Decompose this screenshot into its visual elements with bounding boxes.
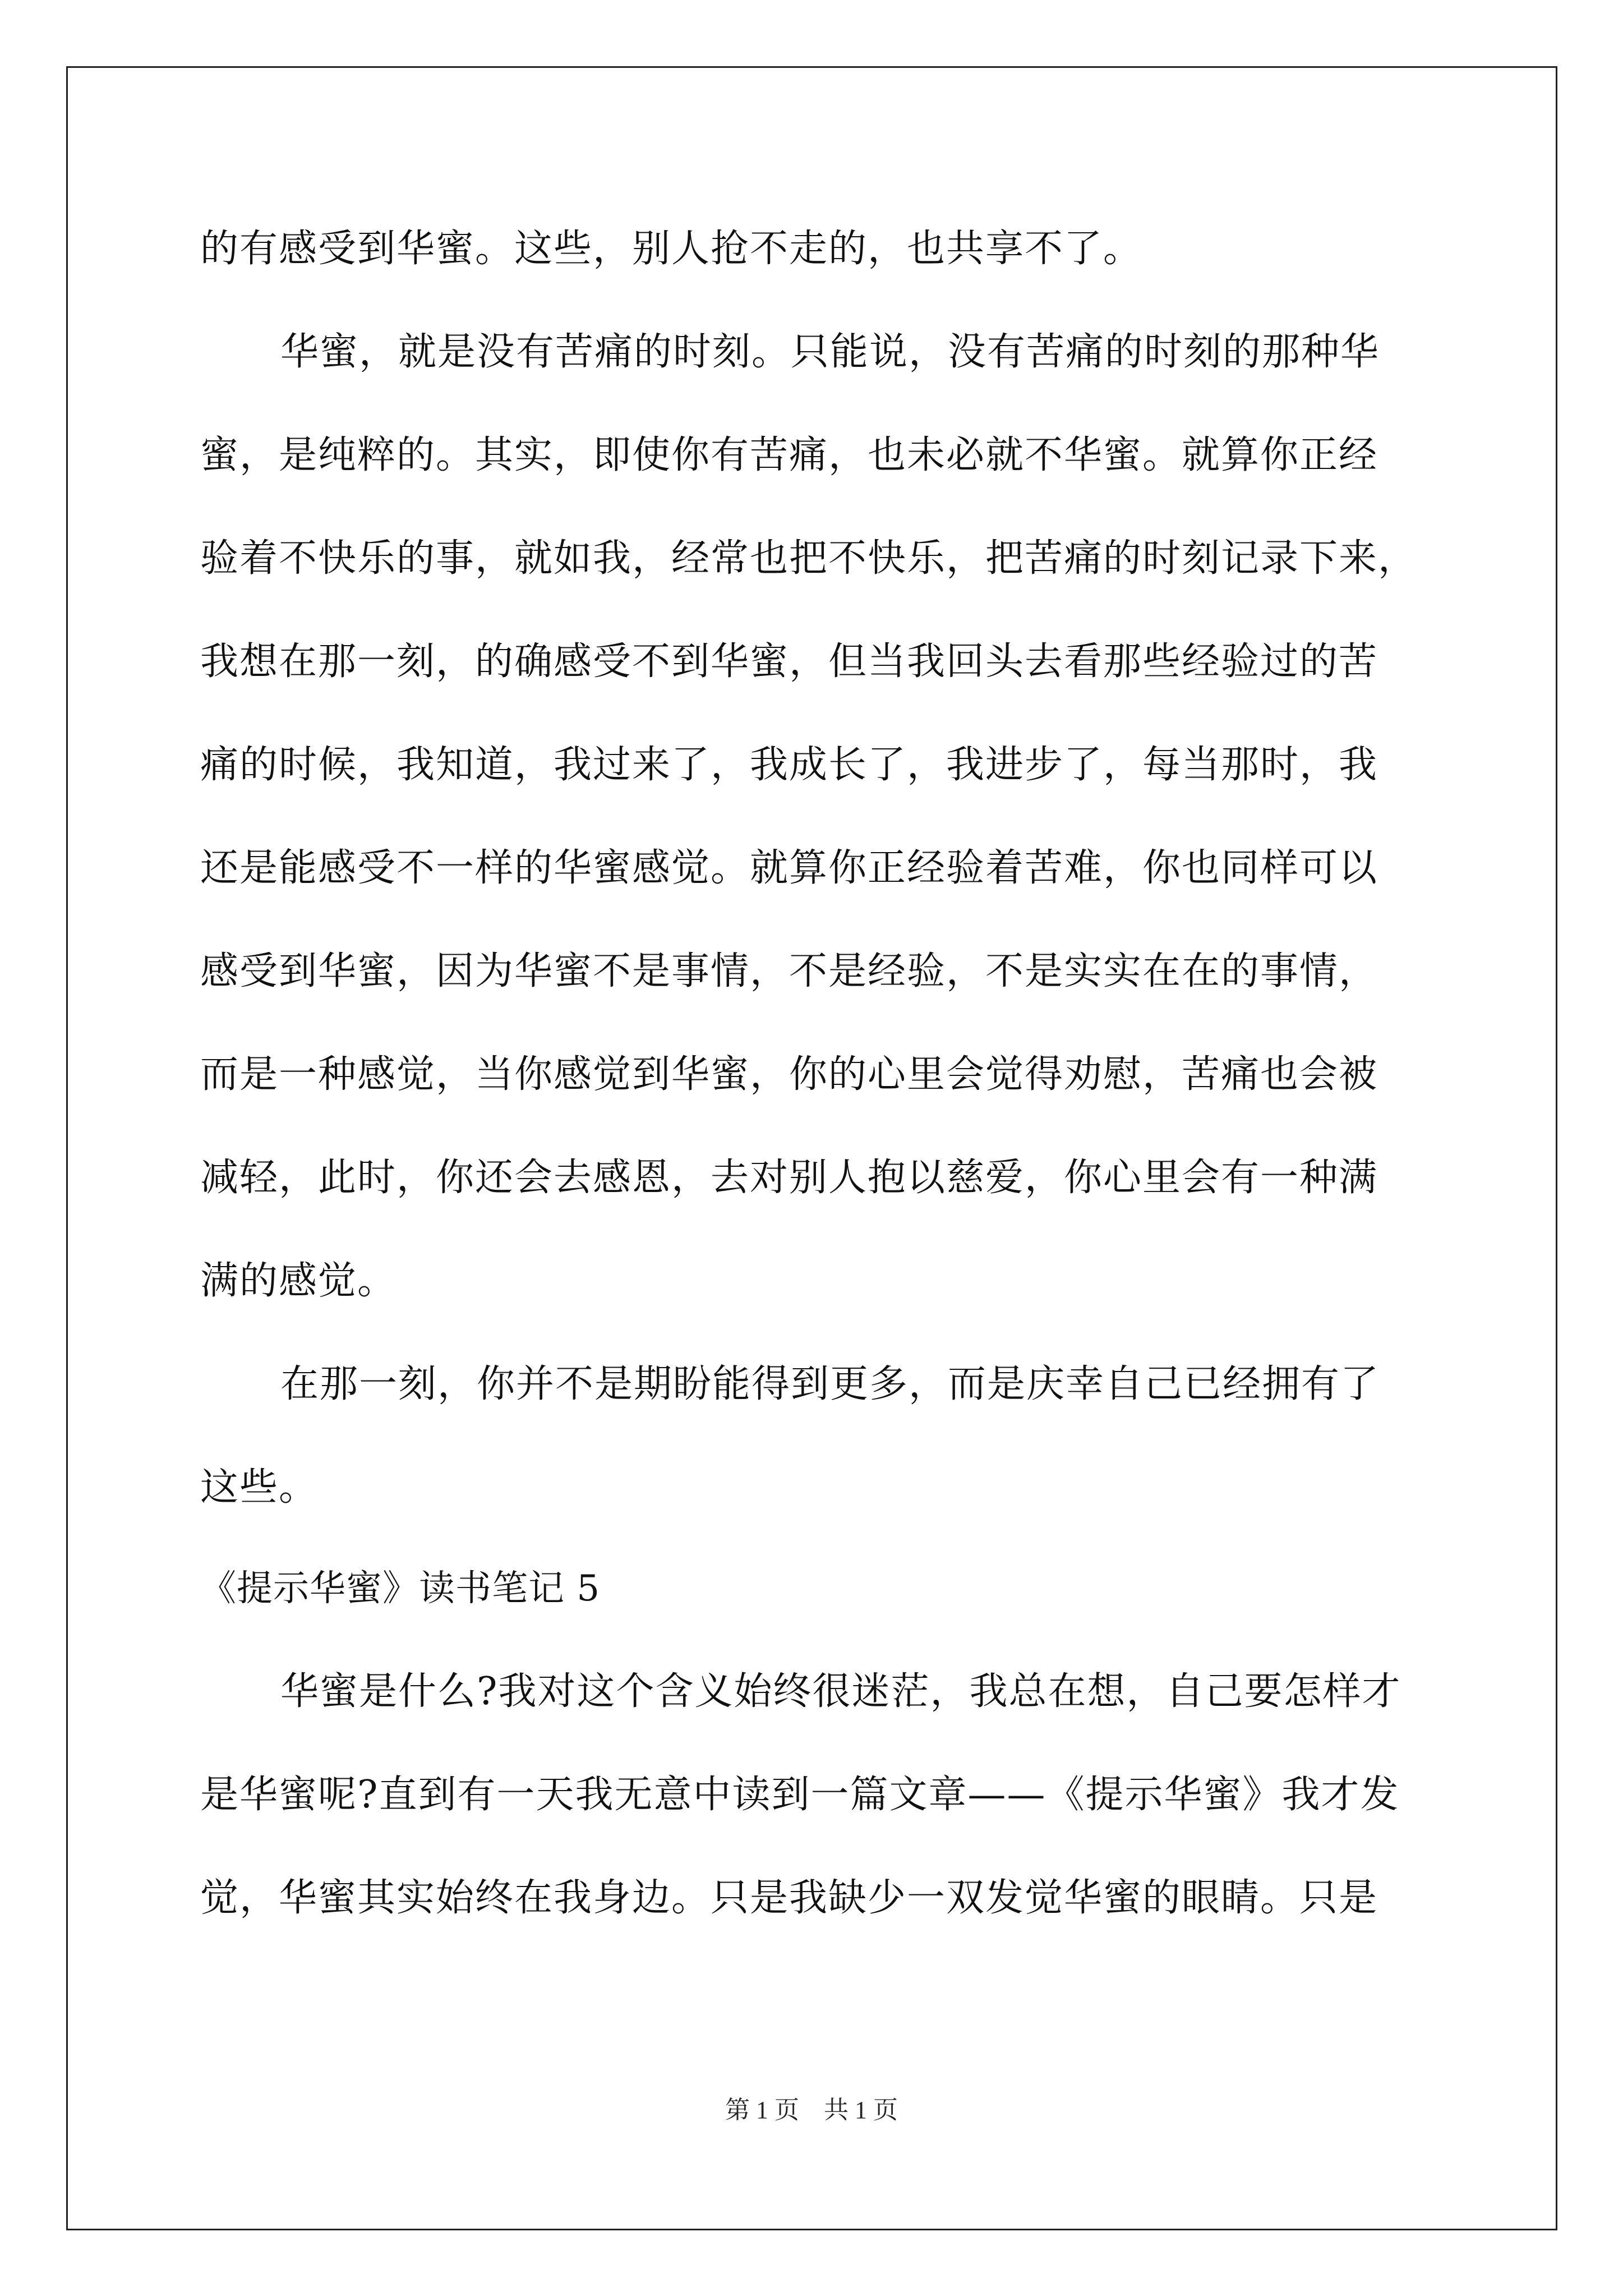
text-line: 华蜜，就是没有苦痛的时刻。只能说，没有苦痛的时刻的那种华 xyxy=(280,330,1380,374)
text-line: 在那一刻，你并不是期盼能得到更多，而是庆幸自己已经拥有了 xyxy=(280,1362,1380,1406)
text-line: 还是能感受不一样的华蜜感觉。就算你正经验着苦难，你也同样可以 xyxy=(200,846,1378,890)
text-line: 而是一种感觉，当你感觉到华蜜，你的心里会觉得劝慰，苦痛也会被 xyxy=(200,1052,1378,1097)
text-line: 的有感受到华蜜。这些，别人抢不走的，也共享不了。 xyxy=(200,227,1143,271)
text-line: 满的感觉。 xyxy=(200,1259,397,1303)
page-footer: 第 1 页 共 1 页 xyxy=(725,2096,898,2124)
text-line: 痛的时候，我知道，我过来了，我成长了，我进步了，每当那时，我 xyxy=(200,743,1378,787)
text-line: 觉，华蜜其实始终在我身边。只是我缺少一双发觉华蜜的眼睛。只是 xyxy=(200,1876,1378,1920)
text-line: 验着不快乐的事，就如我，经常也把不快乐，把苦痛的时刻记录下来， xyxy=(200,536,1418,581)
section-heading: 《提示华蜜》读书笔记 5 xyxy=(200,1568,601,1609)
text-line: 这些。 xyxy=(200,1465,319,1510)
text-line: 华蜜是什么?我对这个含义始终很迷茫，我总在想，自己要怎样才 xyxy=(280,1669,1401,1714)
text-line: 减轻，此时，你还会去感恩，去对别人抱以慈爱，你心里会有一种满 xyxy=(200,1156,1378,1200)
text-line: 是华蜜呢?直到有一天我无意中读到一篇文章——《提示华蜜》我才发 xyxy=(200,1773,1400,1817)
text-line: 蜜，是纯粹的。其实，即使你有苦痛，也未必就不华蜜。就算你正经 xyxy=(200,433,1378,477)
text-line: 我想在那一刻，的确感受不到华蜜，但当我回头去看那些经验过的苦 xyxy=(200,639,1378,684)
text-line: 感受到华蜜，因为华蜜不是事情，不是经验，不是实实在在的事情， xyxy=(200,949,1378,993)
